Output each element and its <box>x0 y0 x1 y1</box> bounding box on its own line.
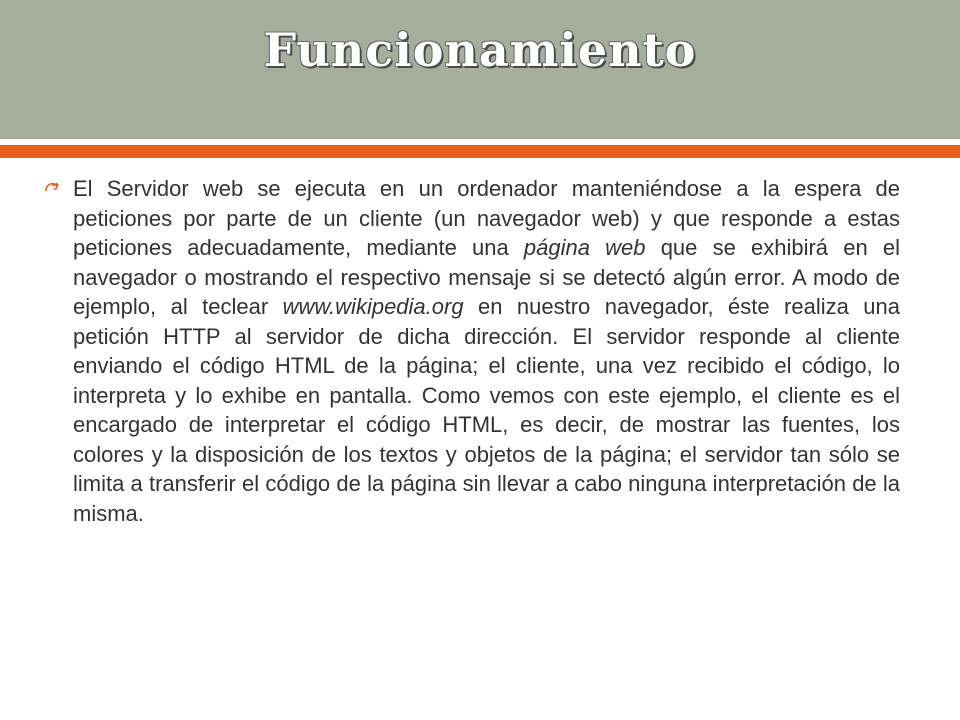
paragraph-text-3: en nuestro navegador, éste realiza una petición HTTP al servidor de dicha dirección. El servidor responde al cliente enviando el código HTML de la página; el cliente, una vez recibido el código, lo interpreta y lo exhibe en pantalla. Como vemos con este ejemplo, el cliente es el encargado de interpretar el código HTML, es decir, de mostrar las fuentes, los colores y la disposición de los textos y objetos de la página; el servidor tan sólo se limita a transferir el código de la página sin llevar a cabo ninguna interpretación de la misma. <box>73 294 900 526</box>
accent-divider <box>0 145 960 158</box>
paragraph-text-1: El Servidor web se ejecuta en un ordenador manteniéndose a la espera de peticiones por parte de un cliente (un navegador web) y que responde a estas peticiones adecuadamente, mediante una <box>73 176 900 260</box>
slide-title: Funcionamiento <box>263 23 697 77</box>
title-band <box>0 0 960 139</box>
divider-line <box>0 139 960 142</box>
paragraph-text-2: que se exhibirá en el navegador o mostrando el respectivo mensaje si se detectó algún error. A modo de ejemplo, al teclear <box>73 235 900 319</box>
emphasis-url: www.wikipedia.org <box>282 294 464 319</box>
emphasis-web-page: página web <box>523 235 646 260</box>
body-paragraph <box>44 174 900 528</box>
content-area <box>44 174 900 528</box>
curl-arrow-bullet-icon <box>44 180 62 194</box>
